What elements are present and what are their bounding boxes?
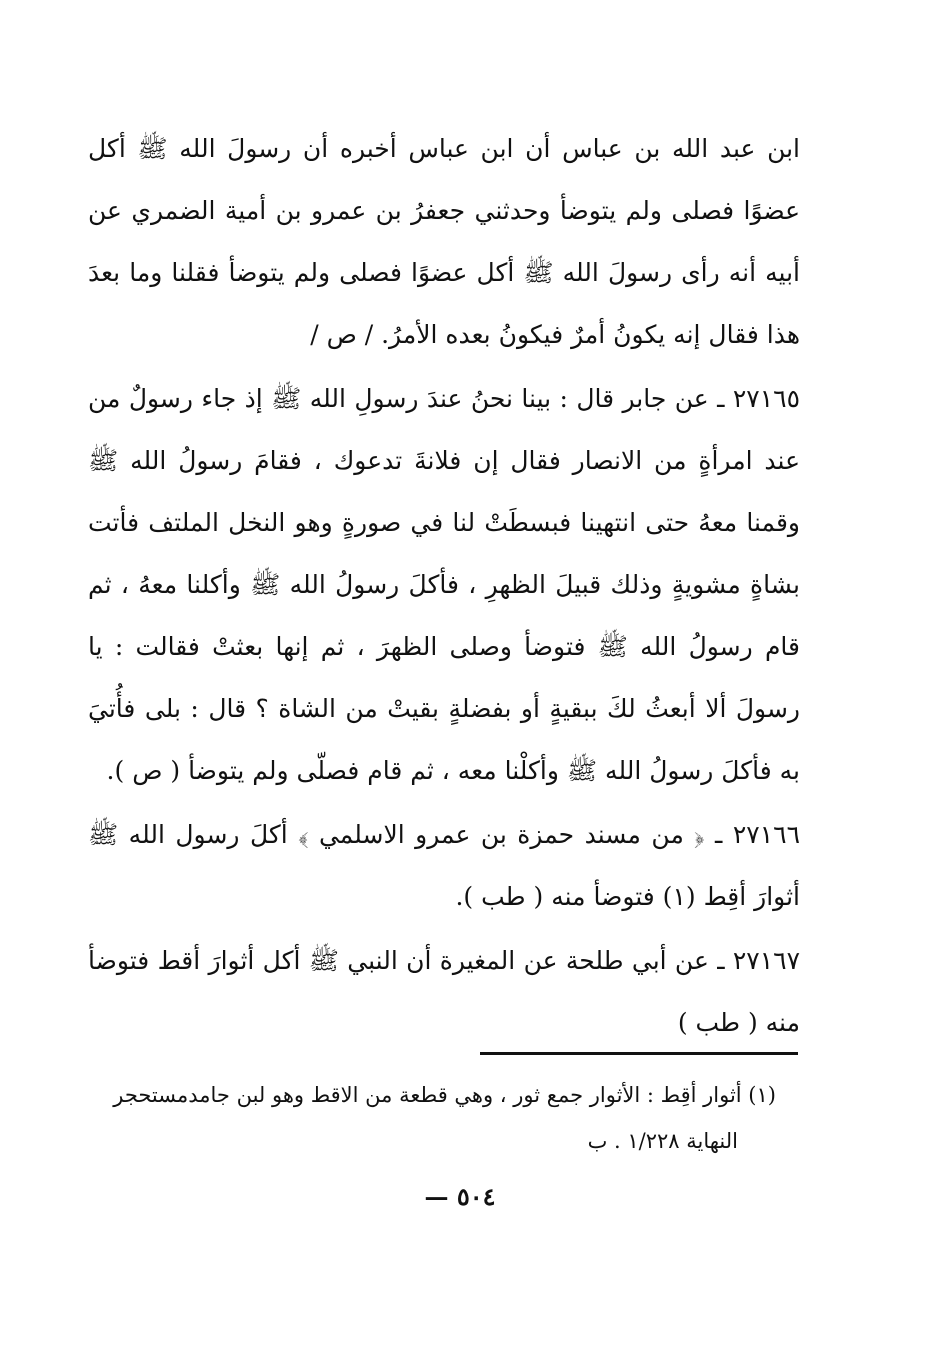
page-number: — ٥٠٤ [424,1182,496,1211]
footnote [86,1072,776,1164]
paragraph-hadith-27165: ٢٧١٦٥ ـ عن جابر قال : بينا نحنُ عندَ رسولِ الله ﷺ إذ جاء رسولٌ من عند امرأةٍ من الانصار فقال إن فلانةَ تدعوك ، فقامَ رسولُ الله ﷺ وقمنا معهُ حتى انتهينا فبسطَتْ لنا في صورةٍ وهو النخل الملتف فأتت بشاةٍ مشويةٍ وذلك قبيلَ الظهرِ ، فأكلَ رسولُ الله ﷺ وأكلنا معهُ ، ثم قام رسولُ الله ﷺ فتوضأ وصلى الظهرَ ، ثم إنها بعثتْ فقالت : يا رسولَ ألا أبعثُ لكَ ببقيةٍ أو بفضلةٍ بقيتْ من الشاة ؟ قال : بلى فأُتيَ به فأكلَ رسولُ الله ﷺ وأكلْنا معه ، ثم قام فصلّى ولم يتوضأ ( ص ). [88,384,800,785]
paragraph-hadith-continuation: ابن عبد الله بن عباس أن ابن عباس أخبره أن رسولَ الله ﷺ أكل عضوًا فصلى ولم يتوضأ وحدثني جعفرُ بن عمرو بن أمية الضمري عن أبيه أنه رأى رسولَ الله ﷺ أكل عضوًا فصلى ولم يتوضأ فقلنا وما بعدَ هذا فقال إنه يكونُ أمرٌ فيكونُ بعده الأمرُ. / ص / [88,134,800,349]
paragraph-hadith-27166: ٢٧١٦٦ ـ ﴿ من مسند حمزة بن عمرو الاسلمي ﴾ أكلَ رسول الله ﷺ أثوارَ أقِط (١) فتوضأ منه ( طب ). [88,820,800,911]
main-text [88,118,800,1054]
footnote-divider [480,1052,798,1055]
footnote-line-2: النهاية ١/٢٢٨ . ب [587,1129,738,1153]
footnote-line-1: (١) أثوار أقِط : الأثوار جمع ثور ، وهي قطعة من الاقط وهو لبن جامدمستحجر [113,1083,776,1107]
paragraph-hadith-27167: ٢٧١٦٧ ـ عن أبي طلحة عن المغيرة أن النبي ﷺ أكل أثوارَ أقط فتوضأ منه ( طب ) [88,946,800,1037]
